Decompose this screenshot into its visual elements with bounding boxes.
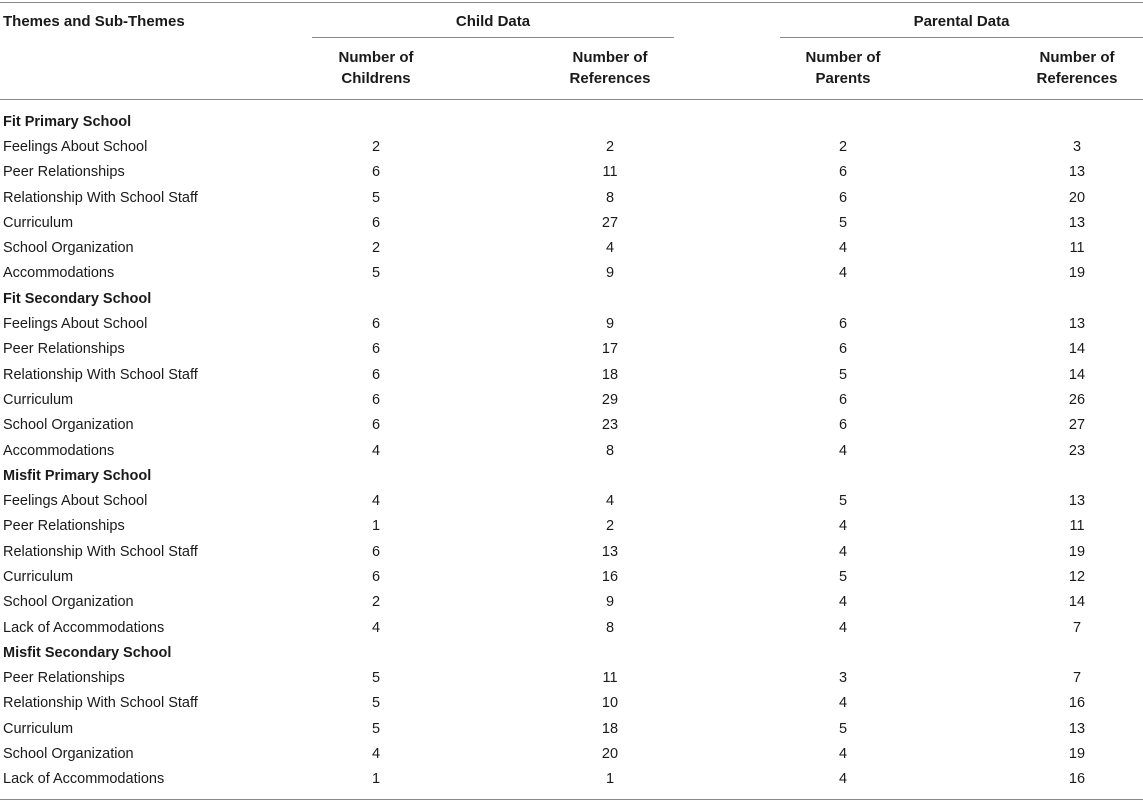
child-references-cell: 18: [601, 366, 619, 383]
parent-references-cell: 7: [1072, 619, 1082, 636]
gap-cell: [436, 666, 550, 691]
parents-count-cell: 6: [838, 164, 848, 181]
gap-cell: [670, 160, 783, 185]
gap-cell: [1137, 767, 1143, 792]
parents-count-cell: 5: [838, 366, 848, 383]
gap-cell: [903, 413, 1017, 438]
gap-cell: [903, 691, 1017, 716]
parent-references-cell: 13: [1068, 164, 1086, 181]
parent-references-cell: 27: [1068, 417, 1086, 434]
children-count-cell: 5: [371, 695, 381, 712]
table-row: [0, 615, 1143, 640]
gap-cell: [436, 539, 550, 564]
children-count-cell: 6: [371, 366, 381, 383]
children-count-cell: 1: [371, 518, 381, 535]
gap-cell: [903, 716, 1017, 741]
gap-cell: [1137, 160, 1143, 185]
gap-cell: [1137, 716, 1143, 741]
parents-count-cell: 3: [838, 670, 848, 687]
gap-cell: [1137, 210, 1143, 235]
gap-cell: [1137, 615, 1143, 640]
children-count-cell: 6: [371, 391, 381, 408]
gap-cell: [1137, 235, 1143, 260]
gap-cell: [903, 590, 1017, 615]
gap-cell: [1137, 691, 1143, 716]
theme-row: [0, 640, 1143, 665]
parents-count-cell: 4: [838, 695, 848, 712]
gap-cell: [1137, 311, 1143, 336]
parent-references-cell: 16: [1068, 771, 1086, 788]
parent-references-cell: 20: [1068, 189, 1086, 206]
gap-cell: [903, 337, 1017, 362]
child-references-cell: 11: [602, 670, 618, 687]
gap-cell: [1137, 539, 1143, 564]
col-line: References: [569, 70, 651, 87]
gap-cell: [436, 134, 550, 159]
parents-count-cell: 2: [838, 138, 848, 155]
gap-cell: [1137, 488, 1143, 513]
col-line: Number of: [572, 49, 648, 66]
gap-cell: [670, 337, 783, 362]
children-count-cell: 6: [371, 214, 381, 231]
gap-cell: [903, 160, 1017, 185]
parent-references-cell: 11: [1069, 240, 1085, 257]
gap-cell: [670, 210, 783, 235]
gap-cell: [670, 261, 783, 286]
table-row: [0, 387, 1143, 412]
gap-cell: [670, 767, 783, 792]
child-data-header: Child Data: [455, 13, 531, 30]
children-count-cell: 2: [371, 138, 381, 155]
child-references-cell: 9: [605, 316, 615, 333]
col-line: Number of: [338, 49, 414, 66]
parents-count-cell: 4: [838, 518, 848, 535]
gap-cell: [1137, 261, 1143, 286]
gap-cell: [436, 488, 550, 513]
gap-cell: [1137, 666, 1143, 691]
gap-cell: [670, 438, 783, 463]
gap-cell: [670, 235, 783, 260]
children-count-cell: 4: [371, 746, 381, 763]
gap-cell: [903, 134, 1017, 159]
parental-data-header: Parental Data: [913, 13, 1010, 30]
gap-cell: [670, 716, 783, 741]
bottom-rule: [0, 799, 1143, 800]
gap-cell: [436, 564, 550, 589]
child-references-cell: 29: [601, 391, 619, 408]
top-rule: [0, 2, 1143, 3]
table-row: [0, 716, 1143, 741]
subtheme-label: School Organization: [3, 594, 134, 611]
child-references-cell: 8: [605, 619, 615, 636]
table-row: [0, 666, 1143, 691]
table-row: [0, 261, 1143, 286]
parental-data-underline: [780, 37, 1143, 38]
children-count-cell: 5: [371, 720, 381, 737]
gap-cell: [1137, 362, 1143, 387]
gap-cell: [903, 387, 1017, 412]
subtheme-label: Feelings About School: [3, 316, 148, 333]
subtheme-label: Relationship With School Staff: [3, 695, 198, 712]
header-bottom-rule: [0, 99, 1143, 100]
gap-cell: [903, 767, 1017, 792]
children-count-cell: 5: [371, 670, 381, 687]
parents-count-cell: 6: [838, 341, 848, 358]
parents-count-cell: 6: [838, 189, 848, 206]
gap-cell: [670, 615, 783, 640]
gap-cell: [436, 691, 550, 716]
gap-cell: [903, 564, 1017, 589]
gap-cell: [670, 185, 783, 210]
table-row: [0, 539, 1143, 564]
gap-cell: [903, 261, 1017, 286]
subtheme-label: School Organization: [3, 240, 134, 257]
child-references-cell: 1: [605, 771, 615, 788]
subtheme-label: Accommodations: [3, 442, 115, 459]
gap-cell: [436, 590, 550, 615]
theme-row: [0, 109, 1143, 134]
gap-cell: [436, 438, 550, 463]
gap-cell: [670, 488, 783, 513]
child-references-cell: 23: [601, 417, 619, 434]
subtheme-label: Feelings About School: [3, 493, 148, 510]
parents-count-cell: 5: [838, 568, 848, 585]
children-count-cell: 6: [371, 543, 381, 560]
children-count-cell: 5: [371, 265, 381, 282]
parents-count-cell: 4: [838, 746, 848, 763]
child-references-cell: 18: [601, 720, 619, 737]
table-row: [0, 488, 1143, 513]
gap-cell: [436, 387, 550, 412]
gap-cell: [436, 311, 550, 336]
child-references-cell: 27: [601, 214, 619, 231]
gap-cell: [670, 413, 783, 438]
parent-references-cell: 23: [1068, 442, 1086, 459]
parents-count-cell: 4: [838, 543, 848, 560]
child-references-cell: 2: [605, 138, 615, 155]
gap-cell: [436, 261, 550, 286]
subtheme-label: School Organization: [3, 746, 134, 763]
gap-cell: [670, 134, 783, 159]
col-line: References: [1036, 70, 1118, 87]
subtheme-label: School Organization: [3, 417, 134, 434]
col-child-number-of-references: [550, 47, 670, 89]
subtheme-label: Curriculum: [3, 720, 74, 737]
gap-cell: [670, 666, 783, 691]
gap-cell: [436, 235, 550, 260]
child-references-cell: 8: [605, 189, 615, 206]
child-references-cell: 2: [605, 518, 615, 535]
table-row: [0, 134, 1143, 159]
theme-label: Fit Secondary School: [3, 290, 152, 307]
parents-count-cell: 4: [838, 442, 848, 459]
table-row: [0, 235, 1143, 260]
subtheme-label: Relationship With School Staff: [3, 189, 198, 206]
gap-cell: [1137, 387, 1143, 412]
parents-count-cell: 6: [838, 316, 848, 333]
table-row: [0, 514, 1143, 539]
gap-cell: [436, 716, 550, 741]
parent-references-cell: 14: [1068, 366, 1086, 383]
parent-references-cell: 3: [1072, 138, 1082, 155]
parents-count-cell: 4: [838, 265, 848, 282]
child-references-cell: 10: [601, 695, 619, 712]
gap-cell: [903, 438, 1017, 463]
gap-cell: [1137, 185, 1143, 210]
children-count-cell: 6: [371, 417, 381, 434]
subtheme-label: Accommodations: [3, 265, 115, 282]
gap-cell: [903, 539, 1017, 564]
subtheme-label: Curriculum: [3, 391, 74, 408]
subtheme-label: Peer Relationships: [3, 164, 125, 181]
parents-count-cell: 4: [838, 594, 848, 611]
gap-cell: [436, 185, 550, 210]
subtheme-label: Relationship With School Staff: [3, 366, 198, 383]
gap-cell: [1137, 590, 1143, 615]
theme-label: Misfit Primary School: [3, 467, 152, 484]
child-references-cell: 8: [605, 442, 615, 459]
child-references-cell: 17: [601, 341, 619, 358]
table-row: [0, 590, 1143, 615]
gap-cell: [903, 185, 1017, 210]
gap-cell: [670, 362, 783, 387]
gap-cell: [436, 413, 550, 438]
table-row: [0, 413, 1143, 438]
col-parent-number-of-references: [1017, 47, 1137, 89]
gap-cell: [670, 590, 783, 615]
parent-references-cell: 7: [1072, 670, 1082, 687]
parent-references-cell: 16: [1068, 695, 1086, 712]
gap-cell: [903, 311, 1017, 336]
table-row: [0, 767, 1143, 792]
gap-cell: [1137, 134, 1143, 159]
subtheme-label: Lack of Accommodations: [3, 771, 165, 788]
table-row: [0, 741, 1143, 766]
gap-cell: [670, 387, 783, 412]
parent-references-cell: 11: [1069, 518, 1085, 535]
gap-cell: [436, 767, 550, 792]
gap-cell: [670, 311, 783, 336]
parents-count-cell: 5: [838, 214, 848, 231]
child-references-cell: 16: [601, 568, 619, 585]
gap-cell: [1137, 564, 1143, 589]
gap-cell: [670, 741, 783, 766]
subtheme-label: Feelings About School: [3, 138, 148, 155]
gap-cell: [670, 564, 783, 589]
subtheme-label: Peer Relationships: [3, 670, 125, 687]
gap-cell: [1137, 438, 1143, 463]
children-count-cell: 6: [371, 568, 381, 585]
gap-cell: [670, 691, 783, 716]
subtheme-label: Peer Relationships: [3, 341, 125, 358]
gap-cell: [670, 514, 783, 539]
table-body: [0, 109, 1143, 792]
parents-count-cell: 6: [838, 391, 848, 408]
child-references-cell: 4: [605, 493, 615, 510]
parents-count-cell: 4: [838, 240, 848, 257]
child-references-cell: 20: [601, 746, 619, 763]
parent-references-cell: 19: [1068, 265, 1086, 282]
theme-row: [0, 286, 1143, 311]
children-count-cell: 4: [371, 493, 381, 510]
parent-references-cell: 13: [1068, 214, 1086, 231]
parent-references-cell: 13: [1068, 493, 1086, 510]
table-row: [0, 564, 1143, 589]
col-line: Number of: [1039, 49, 1115, 66]
child-references-cell: 9: [605, 265, 615, 282]
parents-count-cell: 5: [838, 720, 848, 737]
parent-references-cell: 12: [1068, 568, 1086, 585]
parents-count-cell: 4: [838, 619, 848, 636]
parent-references-cell: 26: [1068, 391, 1086, 408]
gap-cell: [436, 210, 550, 235]
table-row: [0, 691, 1143, 716]
children-count-cell: 2: [371, 240, 381, 257]
subtheme-label: Curriculum: [3, 568, 74, 585]
gap-cell: [903, 615, 1017, 640]
table-row: [0, 160, 1143, 185]
table-row: [0, 362, 1143, 387]
gap-cell: [1137, 337, 1143, 362]
subtheme-label: Lack of Accommodations: [3, 619, 165, 636]
gap-cell: [903, 741, 1017, 766]
parent-references-cell: 14: [1068, 594, 1086, 611]
col-number-of-parents: [783, 47, 903, 89]
child-references-cell: 4: [605, 240, 615, 257]
gap-cell: [436, 615, 550, 640]
parent-references-cell: 19: [1068, 746, 1086, 763]
subtheme-label: Peer Relationships: [3, 518, 125, 535]
col-number-of-childrens: [316, 47, 436, 89]
child-data-underline: [312, 37, 674, 38]
table-row: [0, 185, 1143, 210]
theme-label: Misfit Secondary School: [3, 644, 172, 661]
parents-count-cell: 6: [838, 417, 848, 434]
theme-label: Fit Primary School: [3, 113, 132, 130]
child-references-cell: 11: [602, 164, 618, 181]
subtheme-label: Curriculum: [3, 214, 74, 231]
parents-count-cell: 4: [838, 771, 848, 788]
gap-cell: [436, 741, 550, 766]
themes-header: Themes and Sub-Themes: [3, 13, 185, 30]
subtheme-label: Relationship With School Staff: [3, 543, 198, 560]
gap-cell: [670, 539, 783, 564]
children-count-cell: 2: [371, 594, 381, 611]
parent-references-cell: 19: [1068, 543, 1086, 560]
table-row: [0, 337, 1143, 362]
gap-cell: [903, 514, 1017, 539]
child-references-cell: 13: [601, 543, 619, 560]
gap-cell: [436, 160, 550, 185]
gap-cell: [436, 362, 550, 387]
gap-cell: [436, 514, 550, 539]
gap-cell: [1137, 413, 1143, 438]
gap-cell: [1137, 741, 1143, 766]
gap-cell: [436, 337, 550, 362]
gap-cell: [903, 235, 1017, 260]
parents-count-cell: 5: [838, 493, 848, 510]
col-line: Parents: [815, 70, 871, 87]
gap-cell: [1137, 514, 1143, 539]
table-row: [0, 311, 1143, 336]
table-row: [0, 210, 1143, 235]
children-count-cell: 6: [371, 316, 381, 333]
children-count-cell: 6: [371, 164, 381, 181]
children-count-cell: 1: [371, 771, 381, 788]
theme-row: [0, 463, 1143, 488]
gap-cell: [903, 666, 1017, 691]
col-line: Number of: [805, 49, 881, 66]
gap-cell: [903, 362, 1017, 387]
gap-cell: [903, 210, 1017, 235]
child-references-cell: 9: [605, 594, 615, 611]
children-count-cell: 6: [371, 341, 381, 358]
children-count-cell: 4: [371, 442, 381, 459]
col-line: Childrens: [341, 70, 411, 87]
parent-references-cell: 13: [1068, 316, 1086, 333]
children-count-cell: 5: [371, 189, 381, 206]
table-row: [0, 438, 1143, 463]
parent-references-cell: 14: [1068, 341, 1086, 358]
children-count-cell: 4: [371, 619, 381, 636]
gap-cell: [903, 488, 1017, 513]
parent-references-cell: 13: [1068, 720, 1086, 737]
